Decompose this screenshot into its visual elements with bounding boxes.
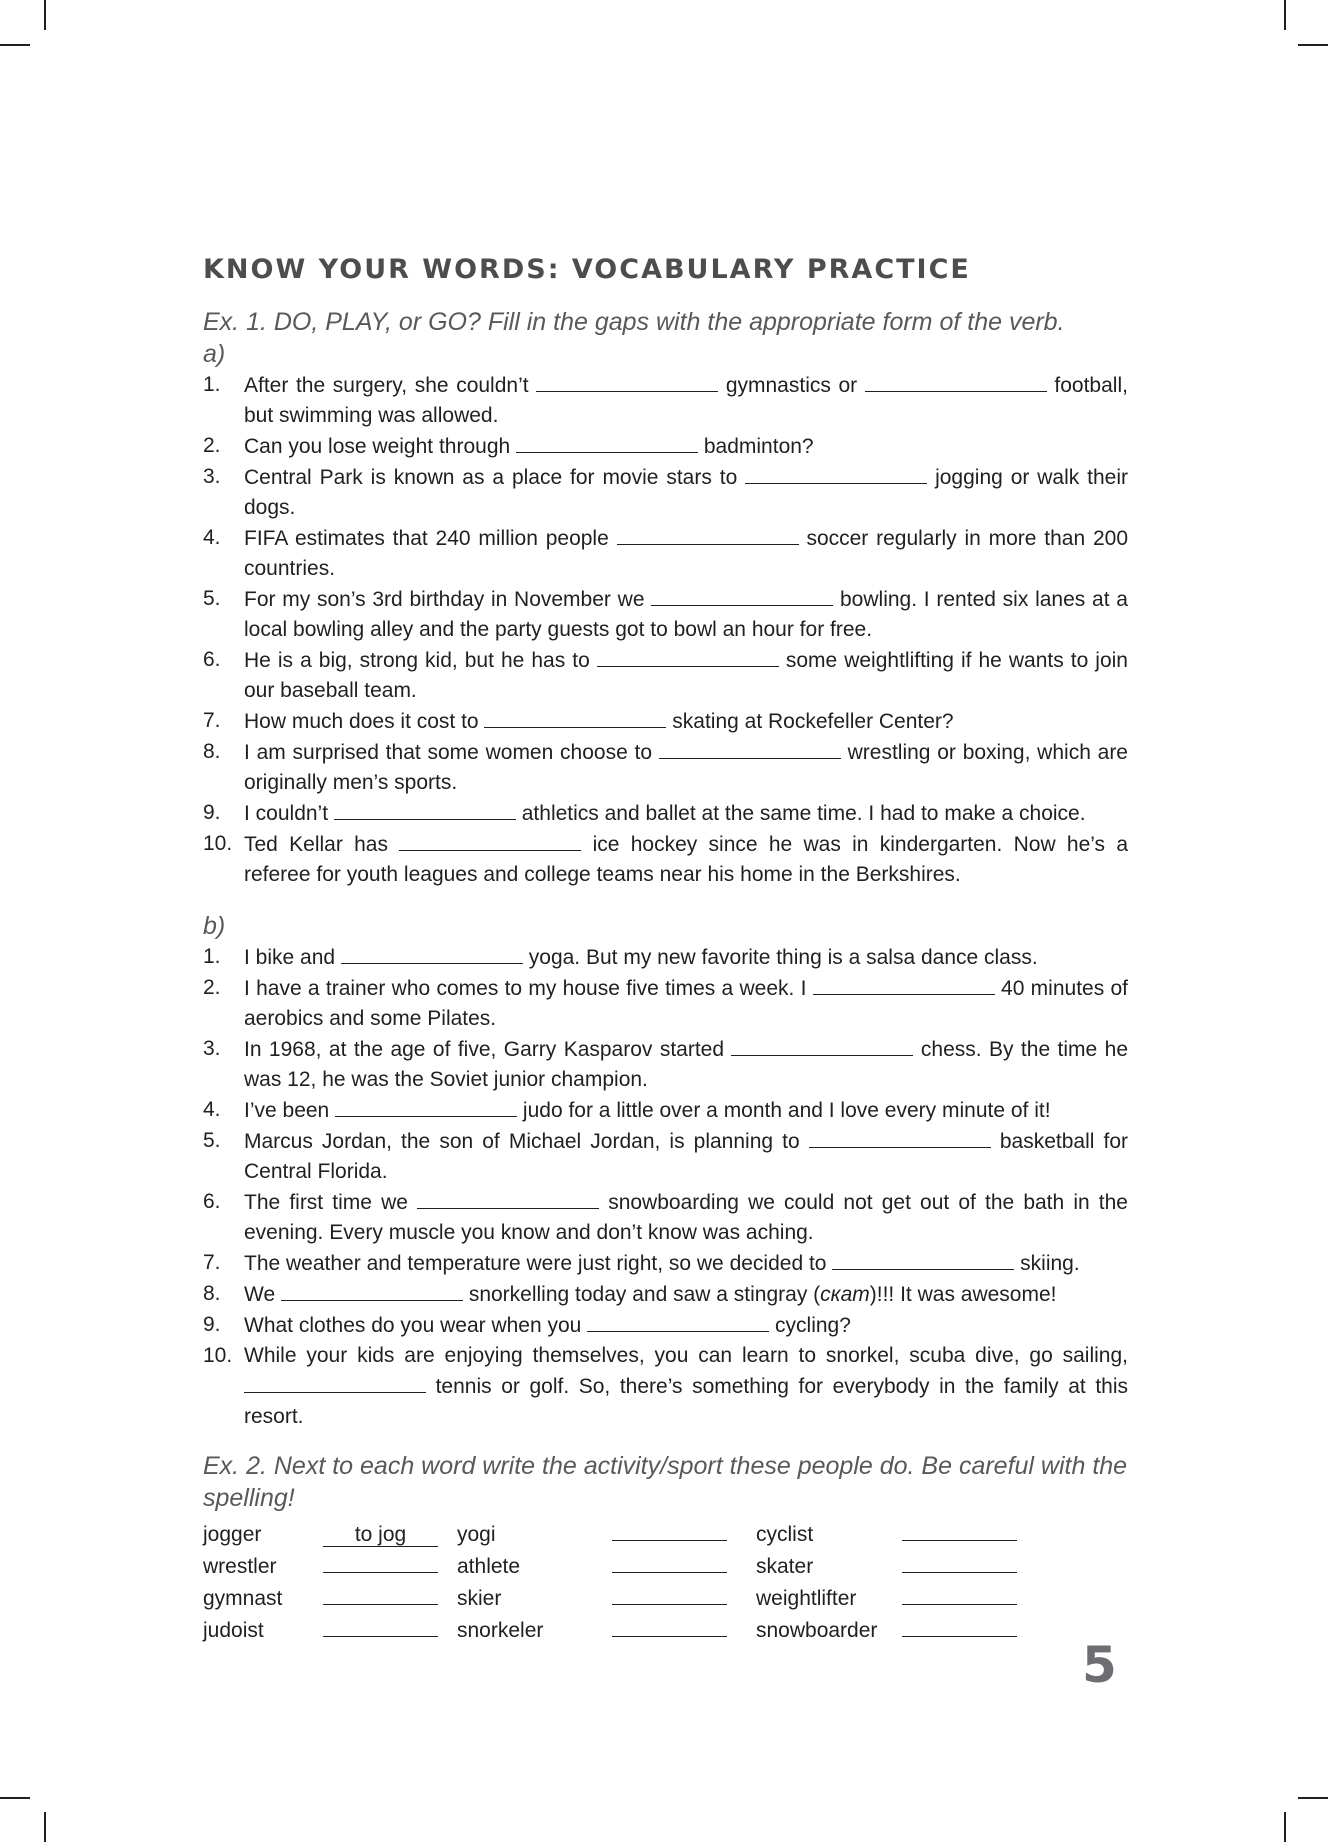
- item-number: 9.: [203, 801, 221, 824]
- item-number: 3.: [203, 1037, 221, 1060]
- item-number: 2.: [203, 976, 221, 999]
- exercise-item: [203, 1095, 1128, 1126]
- exercise-b-list: [203, 942, 1128, 1432]
- ex2-answer-blank[interactable]: [612, 1550, 727, 1573]
- ex2-answer-blank[interactable]: [902, 1582, 1017, 1605]
- crop-mark: [44, 0, 46, 30]
- ex2-answer-blank[interactable]: [612, 1518, 727, 1541]
- part-b-label: b): [203, 912, 226, 940]
- item-number: 6.: [203, 648, 221, 671]
- ex2-row: [203, 1614, 1022, 1646]
- exercise-item: [203, 645, 1128, 706]
- item-text: I’ve been: [244, 1099, 330, 1122]
- crop-mark: [0, 1797, 30, 1799]
- exercise-item: [203, 1279, 1128, 1310]
- item-text: What clothes do you wear when you: [244, 1314, 582, 1337]
- item-text: yoga. But my new favorite thing is a salsa dance class.: [528, 946, 1038, 969]
- exercise-item: [203, 942, 1128, 973]
- answer-blank[interactable]: [731, 1034, 913, 1056]
- answer-blank[interactable]: [399, 829, 581, 851]
- ex2-answer-blank[interactable]: [902, 1518, 1017, 1541]
- ex2-word: skater: [756, 1555, 814, 1578]
- exercise-item: [203, 584, 1128, 645]
- ex2-answer-blank[interactable]: [612, 1614, 727, 1637]
- item-text: cycling?: [775, 1314, 851, 1337]
- page-title: KNOW YOUR WORDS: VOCABULARY PRACTICE: [203, 254, 971, 285]
- item-text: He is a big, strong kid, but he has to: [244, 649, 590, 672]
- item-text: Central Park is known as a place for movie stars to: [244, 466, 738, 489]
- item-text: Marcus Jordan, the son of Michael Jordan, is planning to: [244, 1130, 800, 1153]
- item-text: snorkelling today and saw a stingray (: [468, 1283, 821, 1306]
- exercise-item: [203, 973, 1128, 1034]
- answer-blank[interactable]: [813, 973, 995, 995]
- item-text: In 1968, at the age of five, Garry Kasparov started: [244, 1038, 725, 1061]
- answer-blank[interactable]: [809, 1126, 991, 1148]
- item-number: 10.: [203, 1344, 233, 1367]
- exercise-item: [203, 431, 1128, 462]
- answer-blank[interactable]: [659, 737, 841, 759]
- ex2-row: [203, 1518, 1022, 1550]
- item-text: )!!! It was awesome!: [869, 1283, 1057, 1306]
- answer-blank[interactable]: [832, 1248, 1014, 1270]
- item-text: skating at Rockefeller Center?: [672, 710, 954, 733]
- exercise-item: [203, 1248, 1128, 1279]
- ex2-word: gymnast: [203, 1587, 283, 1610]
- ex2-word: yogi: [457, 1523, 496, 1546]
- ex1-instruction: Ex. 1. DO, PLAY, or GO? Fill in the gaps with the appropriate form of the verb.: [203, 308, 1065, 336]
- item-text: The first time we: [244, 1191, 408, 1214]
- item-text: After the surgery, she couldn’t: [244, 374, 529, 397]
- item-text: bowling. I rented six lanes at a local bowling alley and the party guests got to bowl an hour for free.: [244, 588, 1128, 641]
- ex2-answer-blank[interactable]: to jog: [323, 1524, 438, 1547]
- crop-mark: [1298, 44, 1328, 46]
- ex2-instruction: Ex. 2. Next to each word write the activity/sport these people do. Be careful with the spelling!: [203, 1452, 1128, 1512]
- item-text: snowboarding we could not get out of the bath in the evening. Every muscle you know and don’t know was aching.: [244, 1191, 1128, 1244]
- page-content: [203, 244, 1128, 1646]
- item-number: 8.: [203, 1282, 221, 1305]
- exercise-item: [203, 737, 1128, 798]
- item-text: FIFA estimates that 240 million people: [244, 527, 609, 550]
- item-text: athletics and ballet at the same time. I had to make a choice.: [521, 802, 1086, 825]
- ex2-answer-blank[interactable]: [323, 1550, 438, 1573]
- answer-blank[interactable]: [516, 431, 698, 453]
- item-number: 7.: [203, 709, 221, 732]
- answer-blank[interactable]: [484, 706, 666, 728]
- answer-blank[interactable]: [281, 1279, 463, 1301]
- item-text: The weather and temperature were just right, so we decided to: [244, 1252, 827, 1275]
- item-text: some weightlifting if he wants to join our baseball team.: [244, 649, 1128, 702]
- answer-blank[interactable]: [244, 1371, 426, 1393]
- answer-blank[interactable]: [617, 523, 799, 545]
- ex2-word: judoist: [203, 1619, 264, 1642]
- ex2-word: wrestler: [203, 1555, 277, 1578]
- crop-mark: [1284, 1812, 1286, 1842]
- item-text: skiing.: [1020, 1252, 1080, 1275]
- ex2-word: skier: [457, 1587, 502, 1610]
- exercise-item: [203, 1034, 1128, 1095]
- answer-blank[interactable]: [597, 645, 779, 667]
- item-number: 5.: [203, 1129, 221, 1152]
- item-text: chess. By the time he was 12, he was the Soviet junior champion.: [244, 1038, 1128, 1091]
- ex2-word: athlete: [457, 1555, 521, 1578]
- ex2-word: cyclist: [756, 1523, 814, 1546]
- item-number: 2.: [203, 434, 221, 457]
- item-text: Ted Kellar has: [244, 833, 388, 856]
- answer-blank[interactable]: [536, 370, 718, 392]
- exercise-item: [203, 1126, 1128, 1187]
- answer-blank[interactable]: [334, 798, 516, 820]
- translation-note: скат: [820, 1283, 870, 1306]
- item-text: judo for a little over a month and I love every minute of it!: [522, 1099, 1051, 1122]
- ex2-word: snowboarder: [756, 1619, 878, 1642]
- ex2-row: [203, 1582, 1022, 1614]
- item-text: We: [244, 1283, 276, 1306]
- item-text: I couldn’t: [244, 802, 329, 825]
- item-text: Can you lose weight through: [244, 435, 511, 458]
- answer-blank[interactable]: [335, 1095, 517, 1117]
- ex2-word: weightlifter: [756, 1587, 857, 1610]
- answer-blank[interactable]: [417, 1187, 599, 1209]
- ex2-word: jogger: [203, 1523, 262, 1546]
- exercise-item: [203, 370, 1128, 431]
- crop-mark: [1284, 0, 1286, 30]
- item-text: While your kids are enjoying themselves, you can learn to snorkel, scuba dive, go sailing,: [244, 1344, 1128, 1367]
- item-number: 1.: [203, 373, 221, 396]
- ex2-word: snorkeler: [457, 1619, 544, 1642]
- item-number: 1.: [203, 945, 221, 968]
- item-number: 4.: [203, 1098, 221, 1121]
- exercise-item: [203, 462, 1128, 523]
- item-number: 7.: [203, 1251, 221, 1274]
- crop-mark: [44, 1812, 46, 1842]
- answer-blank[interactable]: [587, 1310, 769, 1332]
- item-text: tennis or golf. So, there’s something for everybody in the family at this resort.: [244, 1375, 1128, 1428]
- exercise-item: [203, 798, 1128, 829]
- item-text: football, but swimming was allowed.: [244, 374, 1128, 427]
- page-number: 5: [1082, 1636, 1117, 1694]
- exercise-item: [203, 829, 1128, 890]
- answer-blank[interactable]: [865, 370, 1047, 392]
- ex2-answer-blank[interactable]: [323, 1614, 438, 1637]
- answer-blank[interactable]: [341, 942, 523, 964]
- answer-blank[interactable]: [745, 462, 927, 484]
- ex2-answer-blank[interactable]: [902, 1614, 1017, 1637]
- item-text: jogging or walk their dogs.: [244, 466, 1129, 519]
- crop-mark: [0, 44, 30, 46]
- exercise-a-list: [203, 370, 1128, 890]
- item-number: 9.: [203, 1313, 221, 1336]
- exercise-item: [203, 523, 1128, 584]
- item-text: basketball for Central Florida.: [244, 1130, 1129, 1183]
- ex2-answer-blank[interactable]: [323, 1582, 438, 1605]
- item-text: I bike and: [244, 946, 336, 969]
- crop-mark: [1298, 1797, 1328, 1799]
- exercise-item: [203, 706, 1128, 737]
- item-number: 3.: [203, 465, 221, 488]
- item-text: 40 minutes of aerobics and some Pilates.: [244, 977, 1128, 1030]
- ex2-answer-blank[interactable]: [902, 1550, 1017, 1573]
- item-text: badminton?: [703, 435, 814, 458]
- exercise-item: [203, 1187, 1128, 1248]
- item-text: ice hockey since he was in kindergarten. Now he’s a referee for youth leagues and college teams near his home in the Berkshires.: [244, 833, 1129, 886]
- item-number: 8.: [203, 740, 221, 763]
- ex2-table: [203, 1518, 1022, 1646]
- ex2-answer-blank[interactable]: [612, 1582, 727, 1605]
- part-a-label: a): [203, 340, 226, 368]
- item-text: For my son’s 3rd birthday in November we: [244, 588, 645, 611]
- item-number: 4.: [203, 526, 221, 549]
- item-number: 10.: [203, 832, 233, 855]
- item-number: 5.: [203, 587, 221, 610]
- exercise-item: [203, 1341, 1128, 1432]
- item-text: How much does it cost to: [244, 710, 479, 733]
- item-number: 6.: [203, 1190, 221, 1213]
- item-text: I have a trainer who comes to my house five times a week. I: [244, 977, 807, 1000]
- exercise-item: [203, 1310, 1128, 1341]
- answer-blank[interactable]: [651, 584, 833, 606]
- item-text: wrestling or boxing, which are originally men’s sports.: [244, 741, 1128, 794]
- item-text: soccer regularly in more than 200 countries.: [244, 527, 1129, 580]
- ex2-row: [203, 1550, 1022, 1582]
- item-text: gymnastics or: [725, 374, 858, 397]
- item-text: I am surprised that some women choose to: [244, 741, 653, 764]
